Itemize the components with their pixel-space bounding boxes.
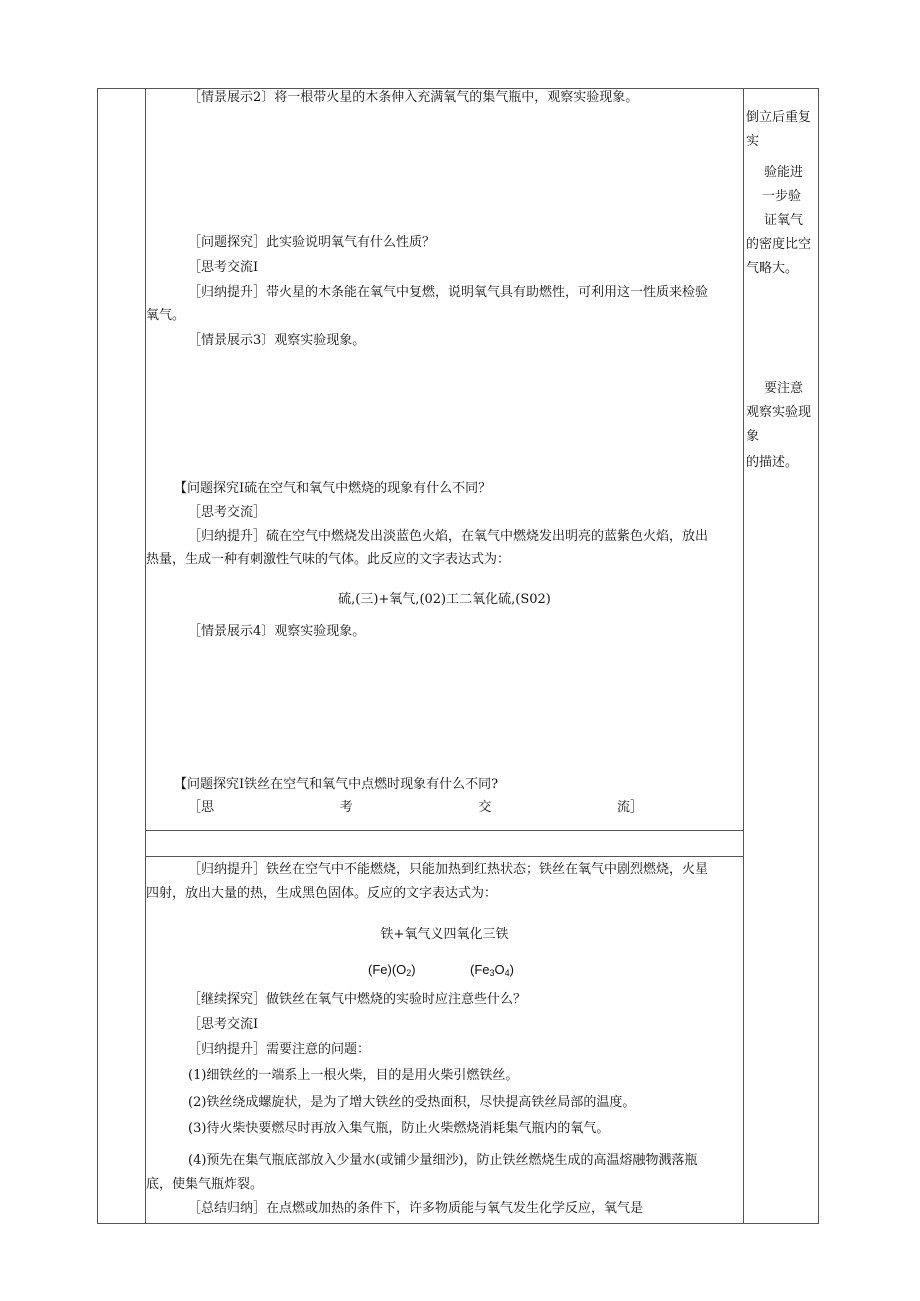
- think-3-part-3: 交: [478, 800, 492, 815]
- summary-2-line-b: 热量，生成一种有刺激性气味的气体。此反应的文字表达式为：: [146, 552, 511, 567]
- summary-4: ［归纳提升］需要注意的问题：: [188, 1042, 371, 1057]
- conclusion: ［总结归纳］在点燃或加热的条件下，许多物质能与氧气发生化学反应，氧气是: [188, 1201, 644, 1216]
- think-1: ［思考交流I: [188, 260, 259, 275]
- table-right-border: [818, 88, 819, 1224]
- side-note-b2: 观察实验现: [746, 405, 812, 420]
- side-note-b1: 要注意: [764, 381, 804, 396]
- sulfur-equation: 硫,(三)+氧气,(02)工二氧化硫,(S02): [338, 592, 551, 607]
- iron-reactant-formulas: $(Fe)(O_2)$: [368, 962, 416, 978]
- summary-3-line-a: ［归纳提升］铁丝在空气中不能燃烧，只能加热到红热状态；铁丝在氧气中剧烈燃烧，火星: [188, 862, 709, 877]
- note-4-line-a: (4)预先在集气瓶底部放入少量水(或铺少量细沙)，防止铁丝燃烧生成的高温熔融物溅落瓶: [188, 1153, 698, 1168]
- side-note-a6: 的密度比空: [746, 237, 812, 252]
- row-divider-b: [145, 856, 744, 857]
- question-1: ［问题探究］此实验说明氧气有什么性质？: [188, 235, 436, 250]
- think-3-part-4: 流］: [616, 800, 643, 815]
- question-2: 【问题探究I硫在空气和氧气中燃烧的现象有什么不同？: [174, 481, 492, 496]
- side-note-b4: 的描述。: [746, 455, 799, 470]
- summary-3-line-b: 四射，放出大量的热，生成黑色固体。反应的文字表达式为：: [146, 886, 498, 901]
- think-4: ［思考交流I: [188, 1017, 259, 1032]
- side-note-a5: 证氧气: [764, 213, 804, 228]
- think-3-part-1: ［思: [188, 800, 215, 815]
- table-bottom-border: [97, 1223, 819, 1224]
- summary-2-line-a: ［归纳提升］硫在空气中燃烧发出淡蓝色火焰，在氧气中燃烧发出明亮的蓝紫色火焰，放出: [188, 529, 709, 544]
- side-note-b3: 象: [746, 429, 760, 444]
- side-note-a3: 验能进: [764, 165, 804, 180]
- note-1: (1)细铁丝的一端系上一根火柴，目的是用火柴引燃铁丝。: [188, 1068, 519, 1083]
- note-4-line-b: 底，使集气瓶炸裂。: [146, 1177, 264, 1192]
- side-note-a2: 实: [746, 134, 760, 149]
- think-2: ［思考交流］: [188, 505, 267, 520]
- scene-2: ［情景展示2〕将一根带火星的木条伸入充满氧气的集气瓶中，观察实验现象。: [188, 90, 639, 105]
- iron-equation: 铁+氧气义四氧化三铁: [380, 927, 509, 942]
- think-3-part-2: 考: [339, 800, 353, 815]
- summary-1-line-a: ［归纳提升］带火星的木条能在氧气中复燃，说明氧气具有助燃性，可利用这一性质来检验: [188, 285, 709, 300]
- scene-4: ［情景展示4〕观察实验现象。: [188, 624, 366, 639]
- table-left-border: [97, 88, 98, 1224]
- summary-1-line-b: 氧气。: [146, 308, 186, 323]
- think-3: [146, 798, 743, 818]
- scene-3: ［情景展示3〕观察实验现象。: [188, 333, 366, 348]
- side-note-a7: 气略大。: [746, 261, 799, 276]
- row-divider-a: [145, 830, 744, 831]
- note-3: (3)待火柴快要燃尽时再放入集气瓶，防止火柴燃烧消耗集气瓶内的氧气。: [188, 1121, 610, 1136]
- iron-product-formula: $(Fe_3O_4)$: [470, 962, 514, 978]
- side-note-a4: 一步验: [762, 189, 802, 204]
- side-note-a1: 倒立后重复: [746, 110, 812, 125]
- question-3: 【问题探究I铁丝在空气和氧气中点燃时现象有什么不同?: [174, 777, 499, 792]
- continue-explore: ［继续探究］做铁丝在氧气中燃烧的实验时应注意些什么？: [188, 992, 527, 1007]
- note-2: (2)铁丝绕成螺旋状，是为了增大铁丝的受热面积，尽快提高铁丝局部的温度。: [188, 1095, 636, 1110]
